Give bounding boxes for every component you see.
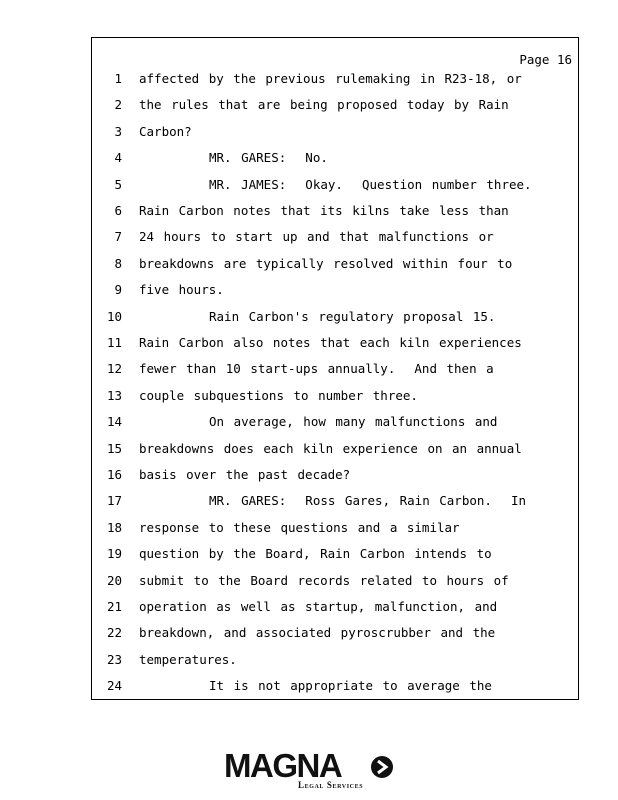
transcript-line [92, 467, 578, 487]
transcript-line [92, 520, 578, 540]
line-number: 7 [114, 229, 122, 245]
transcript-line [92, 335, 578, 355]
transcript-line [92, 414, 578, 434]
transcript-line [92, 652, 578, 672]
line-text: Carbon? [139, 123, 192, 139]
transcript-line [92, 229, 578, 249]
line-number: 5 [114, 176, 122, 192]
line-number: 19 [106, 546, 122, 562]
transcript-line [92, 177, 578, 197]
line-number: 24 [106, 678, 122, 694]
line-number: 18 [106, 519, 122, 535]
transcript-line [92, 97, 578, 117]
line-text: breakdowns does each kiln experience on an annual [139, 440, 522, 456]
transcript-line [92, 124, 578, 144]
line-number: 15 [106, 440, 122, 456]
transcript-page [91, 37, 579, 700]
line-number: 12 [106, 361, 122, 377]
line-text: It is not appropriate to average the [209, 678, 492, 694]
line-text: operation as well as startup, malfunction, and [139, 599, 498, 614]
line-text: couple subquestions to number three. [139, 387, 418, 403]
line-number: 11 [106, 335, 122, 350]
line-text: fewer than 10 start-ups annually. And then a [139, 361, 494, 377]
line-text: Rain Carbon also notes that each kiln experiences [139, 335, 522, 350]
transcript-line [92, 203, 578, 223]
line-number: 9 [114, 282, 122, 298]
transcript-line [92, 256, 578, 276]
line-text: breakdowns are typically resolved within four to [139, 255, 513, 271]
line-number: 14 [106, 414, 122, 430]
line-number: 8 [114, 255, 122, 271]
line-number: 20 [106, 572, 122, 588]
line-text: breakdown, and associated pyroscrubber and the [139, 625, 496, 641]
transcript-line [92, 546, 578, 566]
transcript-line [92, 441, 578, 461]
line-text: basis over the past decade? [139, 467, 351, 482]
line-text: 24 hours to start up and that malfunctions or [139, 229, 494, 245]
line-number: 10 [106, 308, 122, 324]
line-number: 3 [114, 123, 122, 139]
line-number: 2 [114, 97, 122, 113]
transcript-line [92, 309, 578, 329]
line-text: Rain Carbon notes that its kilns take less than [139, 203, 509, 218]
line-number: 1 [114, 71, 122, 86]
line-number: 4 [114, 150, 122, 166]
arrow-circle-icon [370, 755, 394, 779]
transcript-line [92, 493, 578, 513]
line-number: 6 [114, 203, 122, 218]
transcript-line [92, 625, 578, 645]
transcript-line [92, 361, 578, 381]
line-text: five hours. [139, 282, 224, 298]
transcript-line [92, 599, 578, 619]
line-text: question by the Board, Rain Carbon intends to [139, 546, 492, 562]
line-text: response to these questions and a similar [139, 519, 460, 535]
line-text: On average, how many malfunctions and [209, 414, 498, 430]
line-text: temperatures. [139, 651, 237, 667]
page-number: Page 16 [519, 52, 572, 67]
line-text: MR. GARES: Ross Gares, Rain Carbon. In [209, 493, 527, 509]
line-number: 13 [106, 387, 122, 403]
logo-wordmark: MAGNA [224, 747, 342, 784]
line-text: submit to the Board records related to hours of [139, 572, 509, 588]
transcript-line [92, 150, 578, 170]
line-text: MR. GARES: No. [209, 150, 328, 166]
line-text: affected by the previous rulemaking in R23-18, or [139, 71, 522, 86]
line-number: 22 [106, 625, 122, 641]
line-text: the rules that are being proposed today by Rain [139, 97, 509, 113]
line-text: Rain Carbon's regulatory proposal 15. [209, 308, 496, 324]
transcript-line [92, 678, 578, 698]
line-number: 23 [106, 651, 122, 667]
transcript-line [92, 388, 578, 408]
logo-subtitle: Legal Services [298, 780, 364, 790]
line-number: 17 [106, 493, 122, 509]
line-number: 21 [106, 599, 122, 614]
transcript-line [92, 573, 578, 593]
magna-logo [224, 748, 396, 792]
transcript-line [92, 71, 578, 91]
line-number: 16 [106, 467, 122, 482]
line-text: MR. JAMES: Okay. Question number three. [209, 176, 532, 192]
transcript-line [92, 282, 578, 302]
